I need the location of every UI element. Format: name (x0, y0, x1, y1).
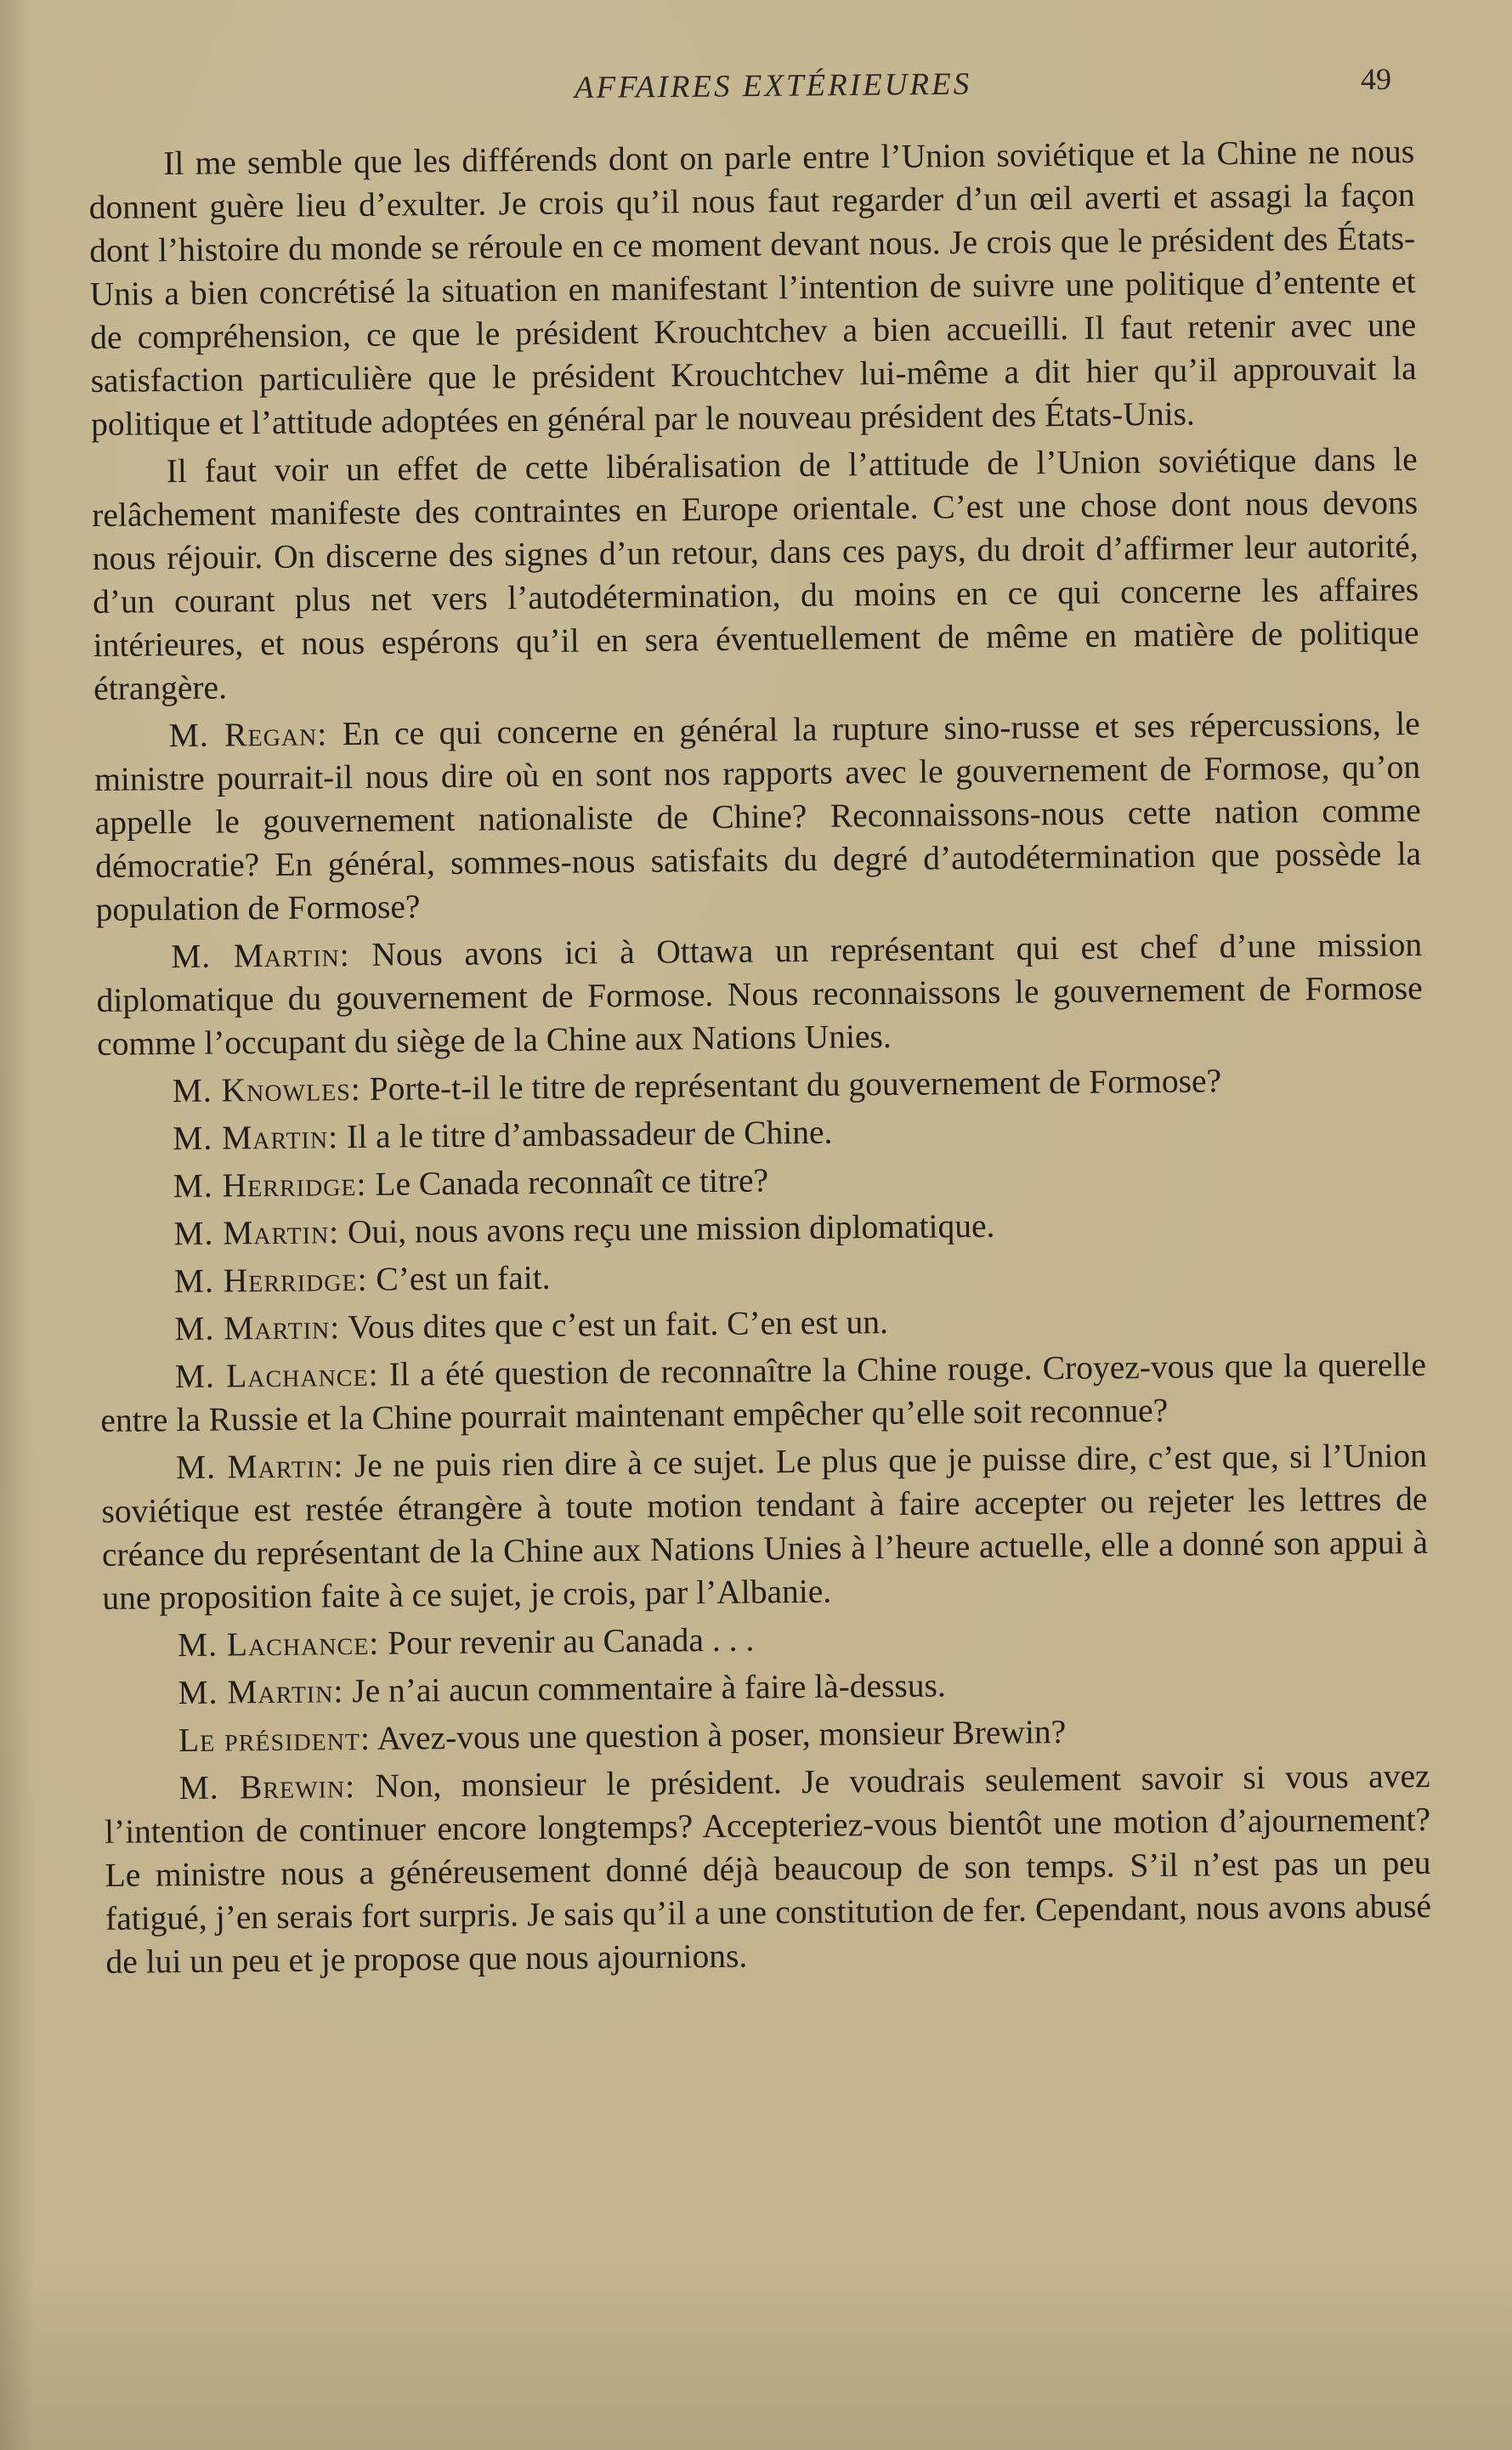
paragraph (96, 923, 1423, 1066)
paragraph (88, 130, 1417, 446)
speech-text: En ce qui concerne en général la rupture sino-russe et ses répercussions, le ministre pourrait-il nous dire où en sont nos rapports avec le gouvernement de Formose, qu’on appelle le gouvernement nationaliste de Chine? Reconnaissons-nous cette nation comme démocratie? En général, sommes-nous satisfaits du degré d’autodétermination que possède la population de Formose? (93, 704, 1422, 928)
paragraph (97, 1058, 1423, 1114)
paragraph-text: Il faut voir un effet de cette libéralisation de l’attitude de l’Union soviétique dans le relâchement manifeste des contraintes en Europe orientale. C’est une chose dont nous devons nous réjouir. On discerne des signes d’un retour, dans ces pays, du droit d’affirmer leur autorité, d’un courant plus net vers l’autodétermination, du moins en ce qui concerne les affaires intérieures, et nous espérons qu’il en sera éventuellement de même en matière de politique étrangère. (91, 440, 1419, 707)
speaker-name: M. Martin: (178, 1672, 344, 1712)
paragraph (99, 1248, 1425, 1304)
speaker-name: M. Martin: (174, 1308, 341, 1348)
paragraph (104, 1755, 1431, 1984)
speech-text: Nous avons ici à Ottawa un représentant qui est chef d’une mission diplomatique du gouvernement de Formose. Nous reconnaissons le gouvernement de Formose comme l’occupant du siège de la Chine aux Nations Unies. (96, 925, 1423, 1063)
speech-text: Pour revenir au Canada . . . (387, 1620, 755, 1662)
speaker-name: M. Martin: (173, 1213, 340, 1253)
speaker-name: Le président: (178, 1719, 371, 1760)
paragraph (103, 1659, 1429, 1716)
page-body (88, 130, 1432, 1988)
speech-text: Je n’ai aucun commentaire à faire là-dessus. (352, 1666, 947, 1710)
speech-text: Porte-t-il le titre de représentant du gouvernement de Formose? (369, 1062, 1222, 1108)
speech-text: Il a été question de reconnaître la Chine rouge. Croyez-vous que la querelle entre la Russie et la Chine pourrait maintenant empêcher qu’elle soit reconnue? (100, 1345, 1427, 1439)
paragraph (91, 438, 1419, 711)
speaker-name: M. Brewin: (178, 1767, 356, 1807)
speaker-name: M. Martin: (170, 936, 350, 976)
speech-text: C’est un fait. (376, 1258, 551, 1298)
paragraph-text: Il me semble que les différends dont on parle entre l’Union soviétique et la Chine ne nous donnent guère lieu d’exulter. Je crois qu’il nous faut regarder d’un œil averti et assagi la façon dont l’histoire du monde se réroule en ce moment devant nous. Je crois que le président des États-Unis a bien concrétisé la situation en manifestant l’intention de suivre une politique d’entente et de compréhension, ce que le président Krouchtchev a bien accueilli. Il faut retenir avec une satisfaction particulière que le président Krouchtchev lui-même a dit hier qu’il approuvait la politique et l’attitude adoptées en général par le nouveau président des États-Unis. (88, 133, 1417, 443)
speaker-name: M. Martin: (173, 1118, 339, 1158)
page-number: 49 (1361, 62, 1391, 96)
speech-text: Vous dites que c’est un fait. C’en est un. (348, 1303, 889, 1347)
speaker-name: M. Regan: (168, 715, 328, 755)
paragraph (99, 1296, 1425, 1352)
paragraph (101, 1434, 1429, 1620)
paragraph (99, 1153, 1424, 1209)
running-head: AFFAIRES EXTÉRIEURES (574, 66, 972, 106)
speaker-name: M. Knowles: (172, 1069, 361, 1110)
speech-text: Avez-vous une question à poser, monsieur Brewin? (377, 1713, 1067, 1757)
speaker-name: M. Martin: (175, 1447, 344, 1487)
speaker-name: M. Herridge: (173, 1165, 367, 1205)
speech-text: Je ne puis rien dire à ce sujet. Le plus que je puisse dire, c’est que, si l’Union soviétique est restée étrangère à toute motion tendant à faire accepter ou rejeter les lettres de créance du représentant de la Chine aux Nations Unies à l’heure actuelle, elle a donné son appui à une proposition faite à ce sujet, je crois, par l’Albanie. (101, 1436, 1429, 1617)
paragraph (100, 1343, 1427, 1443)
paragraph (93, 702, 1421, 932)
page-header (0, 62, 1512, 119)
speech-text: Non, monsieur le président. Je voudrais seulement savoir si vous avez l’intention de continuer encore longtemps? Accepteriez-vous bientôt une motion d’ajournement? Le ministre nous a généreusement donné déjà beaucoup de son temps. S’il n’est pas un peu fatigué, j’en serais fort surpris. Je sais qu’il a une constitution de fer. Cependant, nous avons abusé de lui un peu et je propose que nous ajournions. (104, 1756, 1432, 1981)
speaker-name: M. Lachance: (177, 1624, 380, 1665)
speaker-name: M. Lachance: (174, 1355, 379, 1396)
paragraph (98, 1105, 1424, 1161)
paragraph (104, 1707, 1430, 1763)
speech-text: Oui, nous avons reçu une mission diplomatique. (347, 1206, 995, 1251)
speaker-name: M. Herridge: (173, 1260, 368, 1301)
speech-text: Le Canada reconnaît ce titre? (375, 1161, 769, 1203)
speech-text: Il a le titre d’ambassadeur de Chine. (346, 1113, 833, 1156)
paragraph (103, 1612, 1429, 1668)
paragraph (99, 1200, 1424, 1256)
